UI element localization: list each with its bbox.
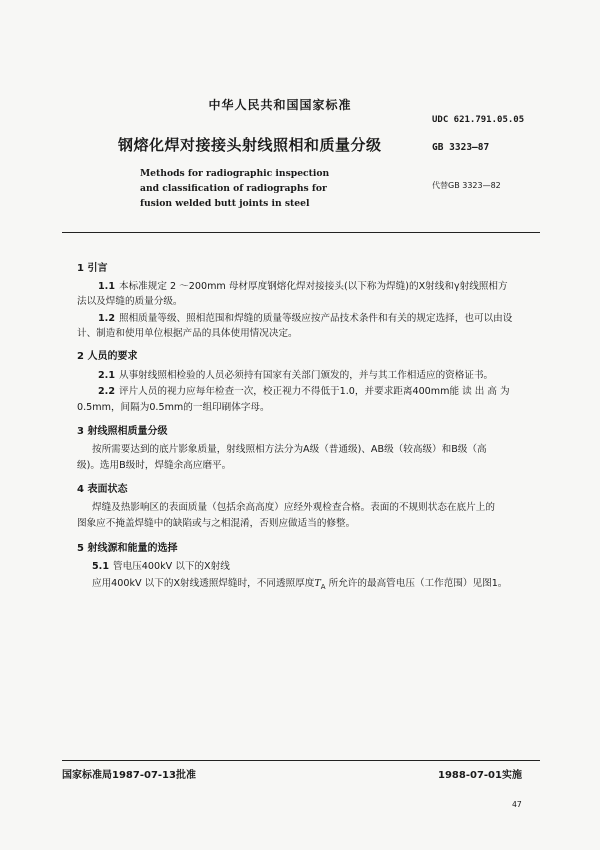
para-2-2-line1: 2.2 评片人员的视力应每年检查一次，校正视力不得低于1.0，并要求距离400mm能 读 出 高 为 (98, 386, 510, 397)
para-3-line2: 级)。选用B级时，焊缝余高应磨平。 (77, 460, 232, 471)
para-2-1-number: 2.1 (98, 370, 115, 381)
para-1-1-number: 1.1 (98, 281, 115, 292)
para-4-line2: 图象应不掩盖焊缝中的缺陷或与之相混淆，否则应做适当的修整。 (77, 518, 356, 529)
para-1-2-line2: 计、制造和使用单位根据产品的具体使用情况决定。 (77, 328, 298, 339)
gb-number: GB 3323—87 (432, 142, 490, 153)
para-5-1-line1: 应用400kV 以下的X射线透照焊缝时，不同透照厚度$T_A$ 所允许的最高管电压（工作范围）见图1。 (92, 578, 508, 591)
para-1-2-number: 1.2 (98, 313, 115, 324)
thickness-variable: T (314, 578, 321, 589)
udc-code: UDC 621.791.05.05 (432, 115, 525, 125)
para-4-line1: 焊缝及热影响区的表面质量（包括余高高度）应经外观检查合格。表面的不规则状态在底片上的 (92, 502, 495, 513)
page-number: 47 (512, 800, 522, 809)
footer-divider (62, 760, 540, 761)
thickness-subscript: A (320, 582, 326, 591)
para-2-2-number: 2.2 (98, 386, 115, 397)
section-4-title: 4 表面状态 (77, 484, 128, 495)
section-1-title: 1 引言 (77, 263, 108, 274)
issuing-org: 中华人民共和国国家标准 (208, 98, 352, 112)
replaces-standard: 代替GB 3323—82 (432, 181, 501, 190)
para-1-2-line1: 1.2 照相质量等级、照相范围和焊缝的质量等级应按产品技术条件和有关的规定选择，也可以由设 (98, 313, 513, 324)
section-5-title: 5 射线源和能量的选择 (77, 543, 178, 554)
title-chinese: 钢熔化焊对接接头射线照相和质量分级 (118, 136, 382, 154)
para-2-2-line2: 0.5mm，间隔为0.5mm的一组印刷体字母。 (77, 402, 270, 413)
para-3-line1: 按所需要达到的底片影象质量，射线照相方法分为A级（普通级)、AB级（较高级）和B级（高 (92, 444, 487, 455)
para-1-1-line1: 1.1 本标准规定 2 ～200mm 母材厚度钢熔化焊对接接头(以下称为焊缝)的X射线和γ射线照相方 (98, 281, 508, 292)
title-english-line1: Methods for radiographic inspection (140, 168, 330, 179)
para-2-1-line1: 2.1 从事射线照相检验的人员必须持有国家有关部门颁发的，并与其工作相适应的资格证书。 (98, 370, 494, 381)
title-english-line3: fusion welded butt joints in steel (140, 198, 310, 209)
section-2-title: 2 人员的要求 (77, 351, 138, 362)
section-3-title: 3 射线照相质量分级 (77, 426, 168, 437)
title-english-line2: and classification of radiographs for (140, 183, 327, 194)
para-5-1-heading: 5.1 管电压400kV 以下的X射线 (92, 561, 230, 572)
approval-date: 国家标准局1987-07-13批准 (62, 770, 196, 781)
para-1-1-line2: 法以及焊缝的质量分级。 (77, 296, 183, 307)
effective-date: 1988-07-01实施 (438, 770, 522, 781)
header-divider (62, 232, 540, 233)
para-5-1-number: 5.1 (92, 561, 109, 572)
